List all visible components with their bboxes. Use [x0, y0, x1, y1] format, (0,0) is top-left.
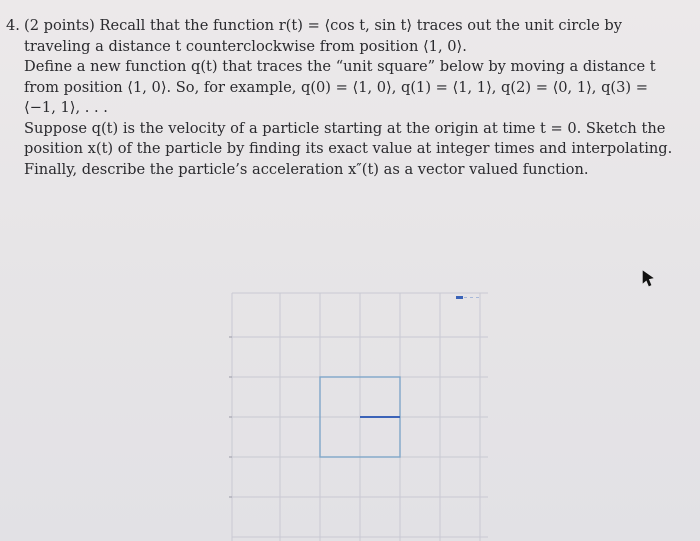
problem-line: Suppose q(t) is the velocity of a particle starting at the origin at time t = 0. Sketch the: [24, 119, 666, 137]
problem-line: traveling a distance t counterclockwise from position ⟨1, 0⟩.: [24, 37, 467, 55]
blue-dash-mark: [456, 296, 463, 299]
problem-line: ⟨−1, 1⟩, . . .: [24, 99, 108, 116]
problem-line: position x(t) of the particle by finding its exact value at integer times and interpolating.: [24, 140, 673, 157]
grid-lines: [229, 293, 488, 541]
problem-number: 4.: [6, 17, 20, 34]
problem-line: from position ⟨1, 0⟩. So, for example, q(0) = ⟨1, 0⟩, q(1) = ⟨1, 1⟩, q(2) = ⟨0, 1⟩, q(3) =: [24, 78, 648, 96]
grid-figure: [226, 287, 496, 541]
problem-line: Define a new function q(t) that traces the “unit square” below by moving a distance t: [24, 58, 656, 75]
arrow-pointer-icon: [641, 270, 655, 288]
problem-line: 4. (2 points) Recall that the function r(t) = ⟨cos t, sin t⟩ traces out the unit circle by: [0, 16, 690, 37]
problem-line: Finally, describe the particle’s acceleration x″(t) as a vector valued function.: [24, 160, 589, 178]
problem-text: [0, 16, 690, 180]
